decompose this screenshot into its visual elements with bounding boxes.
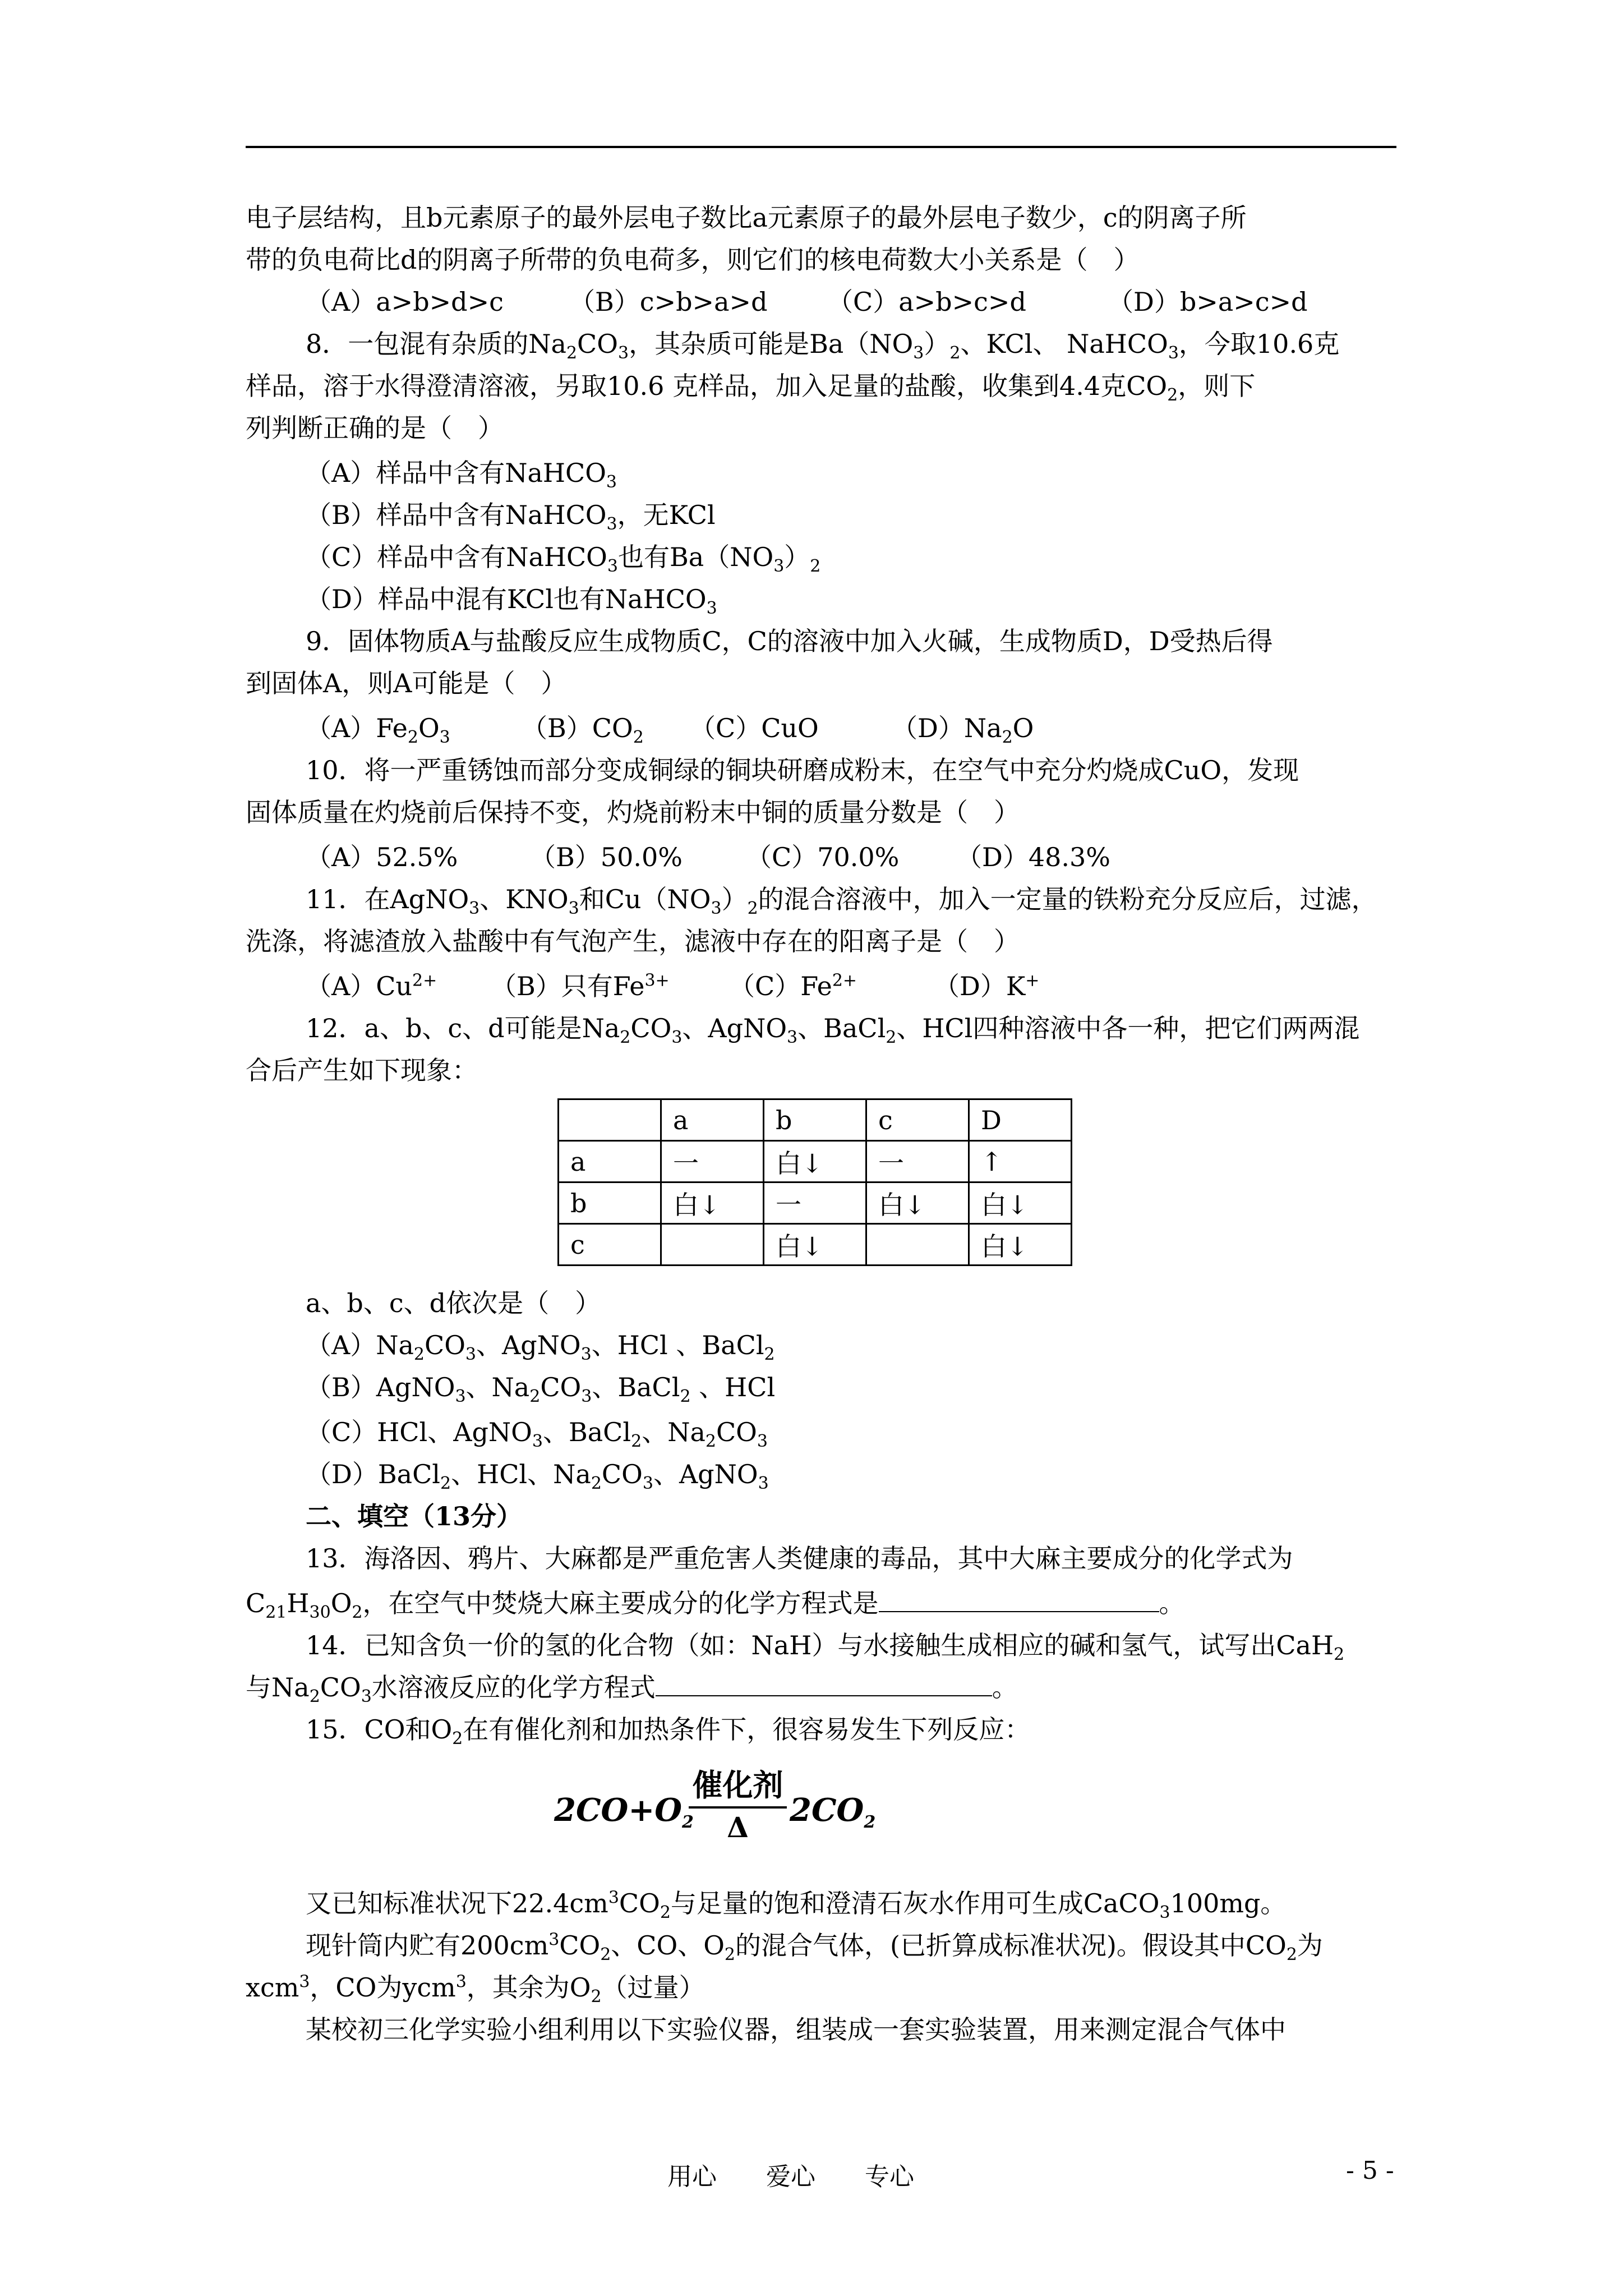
table-row: [559, 1182, 1072, 1224]
q15-line-4: xcm$^3$，CO为ycm$^3$，其余为$O_2$（过量）: [246, 1972, 705, 2007]
q11-line-1: 11．在AgNO$_3$、$KNO_3$和$Cu(NO_3)_2$的混合溶液中，加入一定量的铁粉充分反应后，过滤，: [306, 884, 1377, 919]
equation-left: $2CO+O_2$: [554, 1792, 694, 1833]
q11-line-2: 洗涤，将滤渣放入盐酸中有气泡产生，滤液中存在的阳离子是（ ）: [246, 926, 1020, 956]
table-cell: 一: [866, 1141, 969, 1182]
q12-option-c: （C）HCl、AgNO$_3$、BaCl$_2$、$Na_2CO_3$: [306, 1417, 768, 1452]
table-cell: c: [559, 1224, 661, 1266]
answer-blank[interactable]: [656, 1671, 992, 1696]
page-number: - 5 -: [1346, 2156, 1394, 2185]
q11-option-b: （B）只有$Fe^{3+}$: [491, 970, 670, 1001]
q7-line-1: 电子层结构，且b元素原子的最外层电子数比a元素原子的最外层电子数少，c的阴离子所: [246, 203, 1247, 233]
q10-option-a: （A）52.5%: [306, 842, 458, 872]
q7-option-b: （B）c>b>a>d: [569, 287, 768, 317]
table-cell: 白↓: [969, 1224, 1072, 1266]
q12-option-a: $(A)Na_2CO_3$、AgNO$_3$、HCl 、BaCl$_2$: [306, 1330, 775, 1365]
table-cell: 白↓: [661, 1182, 764, 1224]
q8-line-1: 8．一包混有杂质的$Na_2CO_3$，其杂质可能是$Ba(NO_3)_2$、KCl、 NaHCO$_3$，今取10.6克: [306, 329, 1340, 364]
table-cell: D: [969, 1099, 1072, 1141]
footer-motto: 用心 爱心 专心: [667, 2162, 914, 2191]
q8-line-3: 列判断正确的是（ ）: [246, 413, 504, 443]
q10-option-b: （B）50.0%: [530, 842, 683, 872]
header-rule: [246, 146, 1396, 148]
q9-line-1: 9．固体物质A与盐酸反应生成物质C，C的溶液中加入火碱，生成物质D，D受热后得: [306, 626, 1273, 656]
table-cell: a: [559, 1141, 661, 1182]
q13-line-2: $C_{21}H_{30}O_2$，在空气中焚烧大麻主要成分的化学方程式是 。: [246, 1585, 1185, 1622]
q9-option-c: （C）CuO: [690, 713, 819, 743]
table-cell: 白↓: [764, 1224, 866, 1266]
table-cell: ↑: [969, 1141, 1072, 1182]
q9-option-d: $(D)Na_2O$: [892, 713, 1034, 748]
q12-option-d: （D）BaCl$_2$、HCl、$Na_2CO_3$、AgNO$_3$: [306, 1459, 769, 1494]
q12-line-1: 12．a、b、c、d可能是$Na_2CO_3$、AgNO$_3$、BaCl$_2$、HCl四种溶液中各一种，把它们两两混: [306, 1013, 1360, 1048]
equation-right: $2CO_2$: [790, 1792, 876, 1833]
q14-line-1: 14．已知含负一价的氢的化合物（如：NaH）与水接触生成相应的碱和氢气，试写出CaH$_2$: [306, 1630, 1345, 1665]
table-cell: [559, 1099, 661, 1141]
table-cell: a: [661, 1099, 764, 1141]
table-header-row: [559, 1099, 1072, 1141]
q15-line-1: 15．CO和$O_2$在有催化剂和加热条件下，很容易发生下列反应：: [306, 1714, 1031, 1749]
q7-option-a: （A）a>b>d>c: [306, 287, 504, 317]
q8-option-b: （B）样品中含有NaHCO$_3$，无KCl: [306, 500, 716, 535]
table-cell: 白↓: [866, 1182, 969, 1224]
section-title: 二、填空（13分）: [306, 1501, 523, 1531]
q10-option-c: （C）70.0%: [746, 842, 900, 872]
reaction-table: [557, 1098, 1072, 1266]
table-cell: 白↓: [764, 1141, 866, 1182]
table-cell: [661, 1224, 764, 1266]
q11-option-a: $(A)Cu^{2+}$: [306, 970, 437, 1001]
table-cell: [866, 1224, 969, 1266]
q11-option-c: $(C)Fe^{2+}$: [729, 970, 857, 1001]
reaction-equation: [554, 1761, 891, 1851]
q11-option-d: （D）K+: [934, 970, 1040, 1001]
equation-heat: Δ: [727, 1811, 749, 1844]
q12-line-3: a、b、c、d依次是（ ）: [306, 1288, 601, 1318]
q13-line-1: 13．海洛因、鸦片、大麻都是严重危害人类健康的毒品，其中大麻主要成分的化学式为: [306, 1543, 1293, 1573]
q7-line-2: 带的负电荷比d的阴离子所带的负电荷多，则它们的核电荷数大小关系是（ ）: [246, 245, 1140, 275]
q15-line-2: 又已知标准状况下$22.4cm^3CO_2$与足量的饱和澄清石灰水作用可生成CaCO$_3$100mg。: [306, 1888, 1287, 1923]
q10-line-2: 固体质量在灼烧前后保持不变，灼烧前粉末中铜的质量分数是（ ）: [246, 797, 1020, 827]
q8-option-d: （D）样品中混有KCl也有NaHCO$_3$: [306, 584, 717, 619]
q8-line-2: 样品，溶于水得澄清溶液，另取10.6 克样品，加入足量的盐酸，收集到4.4克$CO_2$，则下: [246, 371, 1256, 406]
table-row: [559, 1224, 1072, 1266]
equation-bar: [689, 1806, 787, 1809]
q9-option-b: $(B)CO_2$: [522, 713, 644, 748]
q14-line-2: 与$Na_2CO_3$水溶液反应的化学方程式 。: [246, 1669, 1018, 1706]
table-cell: 白↓: [969, 1182, 1072, 1224]
q10-option-d: （D）48.3%: [956, 842, 1111, 872]
table-cell: b: [559, 1182, 661, 1224]
table-row: [559, 1141, 1072, 1182]
q7-option-c: （C）a>b>c>d: [827, 287, 1026, 317]
answer-blank[interactable]: [879, 1586, 1159, 1612]
q7-option-d: （D）b>a>c>d: [1108, 287, 1308, 317]
table-cell: 一: [661, 1141, 764, 1182]
table-cell: 一: [764, 1182, 866, 1224]
q9-line-2: 到固体A，则A可能是（ ）: [246, 668, 567, 698]
q12-line-2: 合后产生如下现象：: [246, 1055, 478, 1085]
q15-line-5: 某校初三化学实验小组利用以下实验仪器，组装成一套实验装置，用来测定混合气体中: [306, 2014, 1286, 2045]
q8-option-c: （C）样品中含有NaHCO$_3$也有$Ba(NO_3)_2$: [306, 542, 821, 577]
q15-line-3: 现针筒内贮有$200cm^3CO_2$、CO、$O_2$的混合气体，(已折算成标准状况)。假设其中$CO_2$为: [306, 1930, 1323, 1965]
equation-catalyst: 催化剂: [692, 1767, 783, 1803]
q8-option-a: （A）样品中含有NaHCO$_3$: [306, 458, 617, 493]
q10-line-1: 10．将一严重锈蚀而部分变成铜绿的铜块研磨成粉末，在空气中充分灼烧成CuO，发现: [306, 755, 1299, 785]
table-cell: b: [764, 1099, 866, 1141]
table-cell: c: [866, 1099, 969, 1141]
q9-option-a: $(A)Fe_2O_3$: [306, 713, 450, 748]
q12-option-b: （B）AgNO$_3$、$Na_2CO_3$、BaCl$_2$ 、HCl: [306, 1372, 776, 1407]
